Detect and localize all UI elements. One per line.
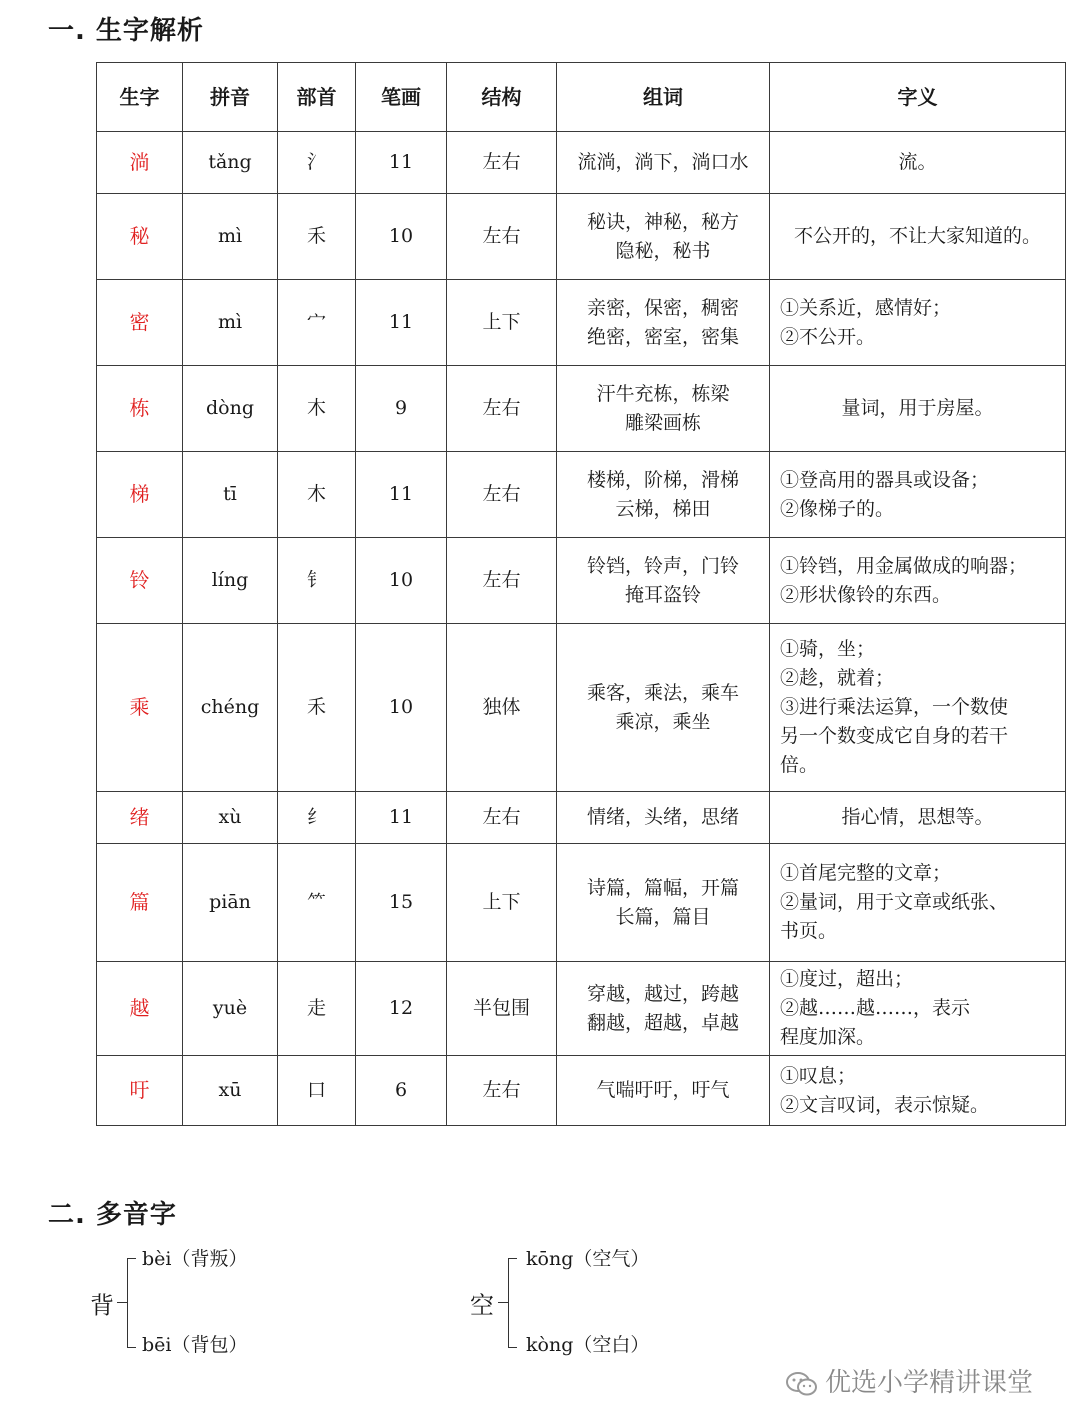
cell-words [557,624,770,792]
cell-char: 栋 [97,366,183,452]
meaning-line: ②量词，用于文章或纸张、 [780,891,1009,913]
header-char: 生字 [97,63,183,132]
cell-strokes: 6 [356,1056,447,1126]
cell-char: 乘 [97,624,183,792]
word-line: 乘凉，乘坐 [615,710,711,733]
table-row [97,962,1066,1056]
cell-char: 密 [97,280,183,366]
meaning-line: ①铃铛，用金属做成的响器； [780,554,1028,577]
meaning-line: 倍。 [780,754,819,776]
meaning-line: 量词，用于房屋。 [841,397,994,419]
cell-char: 秘 [97,194,183,280]
cell-radical: 口 [278,1056,356,1126]
cell-words [557,132,770,194]
cell-radical: 氵 [278,132,356,194]
cell-structure: 上下 [447,844,557,962]
cell-strokes: 12 [356,962,447,1056]
cell-radical: 走 [278,962,356,1056]
meaning-line: ①骑，坐； [780,638,876,660]
meaning-line: ①首尾完整的文章； [780,862,952,884]
cell-words [557,538,770,624]
cell-radical: 纟 [278,792,356,844]
cell-char: 绪 [97,792,183,844]
cell-words [557,452,770,538]
cell-words [557,962,770,1056]
meaning-line: 程度加深。 [780,1026,876,1048]
word-line: 铃铛，铃声，门铃 [586,554,739,577]
cell-radical: 宀 [278,280,356,366]
table-row [97,538,1066,624]
cell-pinyin: yuè [183,962,278,1056]
meaning-line: ②文言叹词，表示惊疑。 [780,1093,990,1116]
cell-strokes: 11 [356,280,447,366]
cell-meaning [770,194,1066,280]
header-pinyin: 拼音 [183,63,278,132]
polyphone-group [470,1238,790,1368]
header-structure: 结构 [447,63,557,132]
meaning-line: ②不公开。 [780,325,876,348]
cell-pinyin: dòng [183,366,278,452]
header-words: 组词 [557,63,770,132]
cell-strokes: 9 [356,366,447,452]
word-line: 云梯，梯田 [615,497,711,520]
meaning-line: 另一个数变成它自身的若干 [780,725,1009,747]
cell-pinyin: tǎng [183,132,278,194]
meaning-line: ①关系近，感情好； [780,296,952,319]
cell-structure: 左右 [447,452,557,538]
cell-structure: 左右 [447,538,557,624]
word-line: 穿越，越过，跨越 [586,982,739,1005]
polyphone-char: 背 [90,1291,114,1320]
cell-meaning [770,962,1066,1056]
word-line: 翻越，超越，卓越 [586,1011,739,1034]
cell-structure: 上下 [447,280,557,366]
table-row [97,280,1066,366]
cell-char: 吁 [97,1056,183,1126]
cell-strokes: 11 [356,132,447,194]
cell-meaning [770,280,1066,366]
cell-pinyin: xù [183,792,278,844]
word-line: 情绪，头绪，思绪 [586,806,739,828]
word-line: 隐秘，秘书 [615,239,711,262]
polyphone-group [90,1238,390,1368]
cell-radical: 禾 [278,624,356,792]
cell-words [557,792,770,844]
cell-strokes: 10 [356,194,447,280]
cell-strokes: 11 [356,792,447,844]
cell-char: 铃 [97,538,183,624]
cell-strokes: 15 [356,844,447,962]
meaning-line: ②趁，就着； [780,667,895,689]
meaning-line: ①叹息； [780,1064,857,1087]
word-line: 雕梁画栋 [624,411,701,434]
polyphone-reading: bèi（背叛） [142,1248,248,1270]
cell-pinyin: mì [183,280,278,366]
cell-pinyin: tī [183,452,278,538]
cell-radical: 禾 [278,194,356,280]
header-meaning: 字义 [770,63,1066,132]
meaning-line: ①登高用的器具或设备； [780,468,990,491]
cell-char: 梯 [97,452,183,538]
cell-words [557,194,770,280]
cell-words [557,280,770,366]
meaning-line: 指心情，思想等。 [841,806,994,828]
meaning-line: ②像梯子的。 [780,497,895,520]
meaning-line: 书页。 [780,920,838,942]
cell-pinyin: xū [183,1056,278,1126]
word-line: 掩耳盗铃 [624,583,701,606]
cell-strokes: 10 [356,538,447,624]
cell-structure: 左右 [447,194,557,280]
cell-meaning [770,132,1066,194]
polyphone-reading: kòng（空白） [526,1334,650,1356]
table-row [97,792,1066,844]
section-title-2: 二. 多音字 [48,1200,177,1230]
cell-structure: 独体 [447,624,557,792]
section-title-1: 一. 生字解析 [48,16,204,46]
cell-char: 篇 [97,844,183,962]
watermark [785,1362,1033,1399]
cell-pinyin: chéng [183,624,278,792]
meaning-line: ②形状像铃的东西。 [780,583,952,606]
cell-meaning [770,624,1066,792]
polyphone-char: 空 [470,1291,494,1320]
table-row [97,132,1066,194]
brace-stem [498,1302,508,1303]
word-line: 乘客，乘法，乘车 [586,681,739,704]
word-line: 长篇，篇目 [615,905,711,928]
meaning-line: 不公开的，不让大家知道的。 [793,225,1041,247]
meaning-line: 流。 [898,151,937,173]
cell-radical: 钅 [278,538,356,624]
brace-shape [127,1258,136,1348]
cell-meaning [770,1056,1066,1126]
meaning-line: ②越……越……，表示 [780,997,971,1019]
cell-meaning [770,452,1066,538]
table-row [97,452,1066,538]
character-table [96,62,1066,1126]
word-line: 绝密，密室，密集 [586,325,739,348]
cell-pinyin: mì [183,194,278,280]
word-line: 亲密，保密，稠密 [586,296,739,319]
table-row [97,844,1066,962]
word-line: 汗牛充栋，栋梁 [596,382,730,405]
cell-structure: 半包围 [447,962,557,1056]
word-line: 流淌，淌下，淌口水 [577,151,749,173]
cell-radical: 木 [278,366,356,452]
watermark-text: 优选小学精讲课堂 [825,1368,1034,1398]
word-line: 秘诀，神秘，秘方 [586,210,739,233]
word-line: 诗篇，篇幅，开篇 [586,876,739,899]
meaning-line: ③进行乘法运算，一个数使 [780,696,1009,718]
cell-char: 淌 [97,132,183,194]
meaning-line: ①度过，超出； [780,968,914,990]
cell-meaning [770,792,1066,844]
cell-radical: 木 [278,452,356,538]
cell-meaning [770,844,1066,962]
cell-words [557,844,770,962]
cell-words [557,366,770,452]
cell-structure: 左右 [447,366,557,452]
polyphone-reading: bēi（背包） [142,1334,248,1356]
cell-char: 越 [97,962,183,1056]
cell-pinyin: líng [183,538,278,624]
header-strokes: 笔画 [356,63,447,132]
cell-strokes: 10 [356,624,447,792]
cell-meaning [770,538,1066,624]
cell-structure: 左右 [447,792,557,844]
cell-words [557,1056,770,1126]
table-row [97,1056,1066,1126]
header-radical: 部首 [278,63,356,132]
table-row [97,194,1066,280]
cell-strokes: 11 [356,452,447,538]
table-header-row [97,63,1066,132]
cell-structure: 左右 [447,1056,557,1126]
brace-stem [117,1302,127,1303]
cell-structure: 左右 [447,132,557,194]
brace-shape [508,1258,517,1348]
cell-radical: ⺮ [278,844,356,962]
word-line: 气喘吁吁，吁气 [596,1079,730,1101]
wechat-icon [785,1370,819,1398]
word-line: 楼梯，阶梯，滑梯 [586,468,739,491]
cell-pinyin: piān [183,844,278,962]
table-row [97,624,1066,792]
polyphone-reading: kōng（空气） [526,1248,650,1270]
table-row [97,366,1066,452]
cell-meaning [770,366,1066,452]
